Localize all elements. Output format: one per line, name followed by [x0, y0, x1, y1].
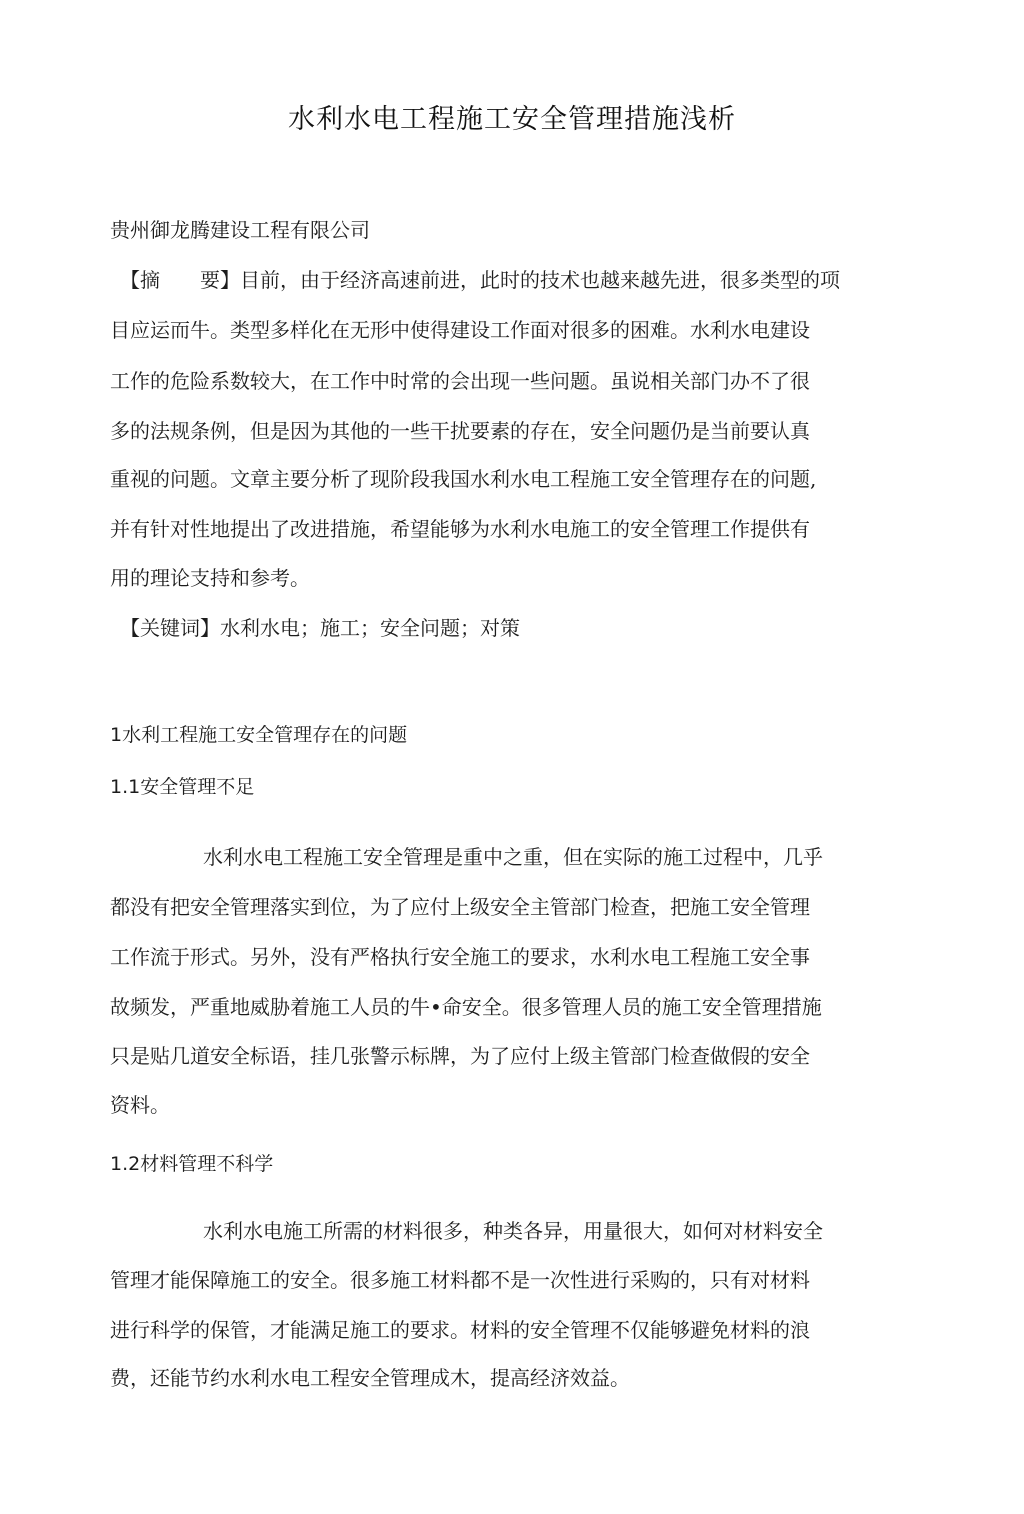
abstract-line: 重视的问题。文章主要分析了现阶段我国水利水电工程施工安全管理存在的问题,: [110, 467, 817, 491]
paragraph-line: 资料。: [110, 1093, 170, 1117]
paragraph-line: 都没有把安全管理落实到位，为了应付上级安全主管部门检查，把施工安全管理: [110, 895, 810, 919]
paragraph-line: 故频发，严重地威胁着施工人员的牛•命安全。很多管理人员的施工安全管理措施: [110, 995, 822, 1019]
abstract-line: 多的法规条例，但是因为其他的一些干扰要素的存在，安全问题仍是当前要认真: [110, 419, 810, 443]
abstract-line: 【摘 要】目前，由于经济高速前进，此时的技术也越来越先进，很多类型的项: [120, 268, 840, 292]
subsection-heading: 1.1安全管理不足: [110, 776, 255, 798]
abstract-line: 用的理论支持和参考。: [110, 566, 310, 590]
paragraph-line: 工作流于形式。另外，没有严格执行安全施工的要求，水利水电工程施工安全事: [110, 945, 810, 969]
paragraph-line: 水利水电工程施工安全管理是重中之重，但在实际的施工过程中，几乎: [203, 845, 823, 869]
section-heading: 1水利工程施工安全管理存在的问题: [110, 724, 408, 746]
abstract-line: 并有针对性地提出了改进措施，希望能够为水利水电施工的安全管理工作提供有: [110, 517, 810, 541]
document-title: 水利水电工程施工安全管理措施浅析: [288, 104, 736, 135]
paragraph-line: 只是贴几道安全标语，挂几张警示标牌，为了应付上级主管部门检查做假的安全: [110, 1044, 810, 1068]
paragraph-line: 费，还能节约水利水电工程安全管理成木，提高经济效益。: [110, 1366, 630, 1390]
keywords: 【关键词】水利水电；施工；安全问题；对策: [120, 616, 520, 640]
subsection-heading: 1.2材料管理不科学: [110, 1153, 274, 1175]
abstract-line: 工作的危险系数较大，在工作中时常的会出现一些问题。虽说相关部门办不了很: [110, 369, 810, 393]
author-affiliation: 贵州御龙腾建设工程有限公司: [110, 218, 370, 242]
paragraph-line: 进行科学的保管，才能满足施工的要求。材料的安全管理不仅能够避免材料的浪: [110, 1318, 810, 1342]
abstract-line: 目应运而牛。类型多样化在无形中使得建设工作面对很多的困难。水利水电建设: [110, 318, 810, 342]
paragraph-line: 管理才能保障施工的安全。很多施工材料都不是一次性进行采购的，只有对材料: [110, 1268, 810, 1292]
paragraph-line: 水利水电施工所需的材料很多，种类各异，用量很大，如何对材料安全: [203, 1219, 823, 1243]
